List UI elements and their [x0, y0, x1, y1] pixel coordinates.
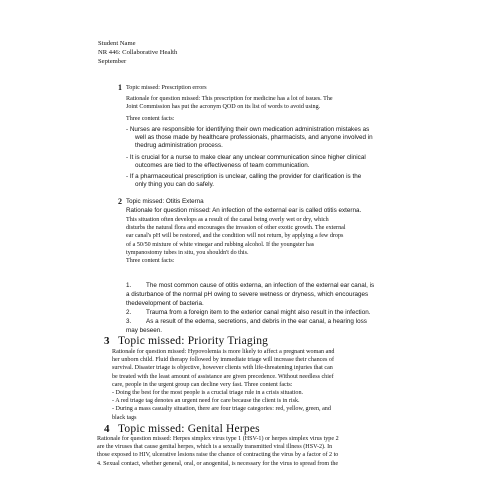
topic-2-rationale: Rationale for question missed: An infection of the external ear is called otitis externa.: [126, 207, 362, 214]
topic-2-number: 2: [118, 197, 122, 206]
topic-3-number: 3: [104, 335, 110, 347]
topic-1-facts-label: Three content facts:: [126, 116, 175, 122]
body-line: Three content facts:: [126, 258, 175, 265]
topic-2-fact-3-line: may beseen.: [126, 327, 163, 334]
topic-2-body: [126, 216, 346, 265]
topic-3-body: [112, 348, 334, 422]
body-line: Rationale for question missed: Hypovolemia is more likely to affect a pregnant woman and: [112, 349, 335, 355]
fact-line: thedrug administration process.: [135, 142, 223, 150]
header-month: September: [98, 58, 127, 65]
topic-2-fact-2-line: Trauma from a foreign item to the exterior canal might also result in the infection.: [146, 309, 371, 316]
body-line: her unborn child. Fluid therapy followed by immediate triage will increase their chances of: [112, 357, 335, 364]
rationale-line: Rationale for question missed: This prescription for medicine has a lot of issues. The: [126, 96, 333, 102]
fact-line: outcomes are tied to the effectiveness of team communication.: [135, 161, 310, 169]
topic-4-body: [97, 435, 339, 468]
body-line: 4. Sexual contact, whether general, oral, or anogenital, is necessary for the virus to spread from the: [97, 460, 339, 467]
topic-1-title: Topic missed: Prescription errors: [126, 85, 207, 91]
topic-2-fact-3-number: 3.: [126, 318, 132, 325]
fact-line: - Nurses are responsible for identifying their own medication administration mistakes as: [126, 126, 370, 133]
body-line: Rationale for question missed: Herpes simplex virus type 1 (HSV-1) or herpes simplex virus type 2: [97, 436, 339, 442]
fact-line: - If a pharmaceutical prescription is unclear, calling the provider for clarification is the: [126, 173, 362, 181]
topic-1-rationale: [126, 95, 333, 111]
student-name: Student Name: [98, 40, 136, 47]
body-line: ear canal's pH will be restored, and the condition will not return, by applying a few drops: [126, 233, 344, 240]
body-line: are the viruses that cause genital herpes, which is a sexually transmitted viral illness (HSV-2). In: [97, 444, 333, 451]
body-line: tympanostomy tubes in situ, you shouldn't do this.: [126, 249, 249, 256]
fact-line: - It is crucial for a nurse to make clear any unclear communication since higher clinical: [126, 153, 366, 161]
body-line: black tags: [112, 414, 137, 421]
body-line: - During a mass casualty situation, there are four triage categories: red, yellow, green, and: [112, 406, 331, 413]
course-name: NR 446: Collaborative Health: [98, 49, 178, 56]
body-line: survival. Disaster triage is objective, however clients with life-threatening injuries that can: [112, 365, 333, 372]
body-line: disturbs the natural flora and encourages the invasion of other exotic growth. The external: [126, 225, 346, 232]
body-line: This situation often develops as a result of the canal being overly wet or dry, which: [126, 217, 329, 223]
topic-2-fact-3-line: As a result of the edema, secretions, and debris in the ear canal, a hearing loss: [146, 318, 367, 325]
topic-2-fact-1-line: thedevelopment of bacteria.: [126, 300, 204, 307]
topic-2-fact-1-line: a disturbance of the normal pH owing to severe wetness or dryness, which encourages: [126, 291, 369, 298]
body-line: care, people in the urgent group can decline very fast. Three content facts:: [112, 381, 293, 388]
body-line: - A red triage tag denotes an urgent need for care because the client is in risk.: [112, 398, 300, 405]
topic-4-number: 4: [104, 423, 110, 435]
topic-2-title: Topic missed: Otitis Externa: [126, 198, 204, 205]
topic-3-title: Topic missed: Priority Triaging: [118, 335, 269, 347]
body-line: - Doing the best for the most people is a crucial triage rule in a crisis situation.: [112, 390, 304, 397]
body-line: be treated with the least amount of assistance are given precedence. Without needless chief: [112, 373, 334, 380]
body-line: of a 50/50 mixture of white vinegar and rubbing alcohol. If the youngster has: [126, 241, 315, 248]
topic-1-number: 1: [118, 83, 122, 92]
topic-2-fact-1-number: 1.: [126, 282, 132, 289]
fact-line: well as those made by healthcare professionals, pharmacists, and anyone involved in: [135, 134, 373, 142]
body-line: those exposed to HIV, ulcerative lesions raise the chance of contracting the virus by a factor of 2 to: [97, 452, 339, 459]
rationale-line: Joint Commission has put the acronym QOD on its list of words to avoid using.: [126, 104, 321, 111]
topic-4-title: Topic missed: Genital Herpes: [118, 423, 260, 435]
topic-2-fact-2-number: 2.: [126, 309, 132, 316]
topic-2-fact-1-line: The most common cause of otitis externa, an infection of the external ear canal, is: [146, 282, 375, 289]
topic-1-facts: [126, 126, 373, 189]
fact-line: only thing you can do safely.: [135, 181, 214, 189]
